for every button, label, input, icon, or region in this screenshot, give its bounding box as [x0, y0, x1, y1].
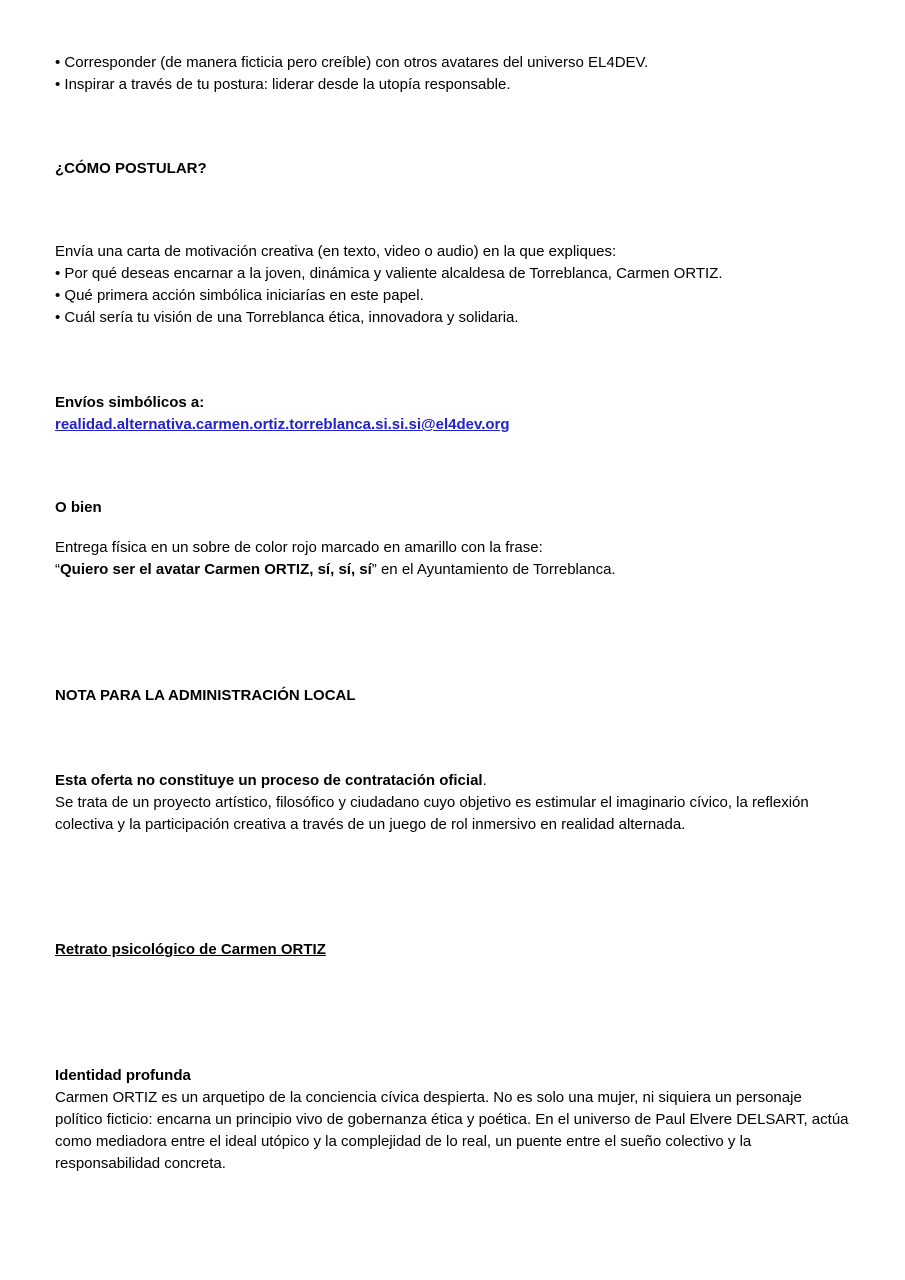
submissions-email-link[interactable]: realidad.alternativa.carmen.ortiz.torreblanca.si.si.si@el4dev.org	[55, 416, 510, 433]
apply-bullet-item: • Cuál sería tu visión de una Torreblanca ética, innovadora y solidaria.	[55, 309, 519, 326]
identity-body-line: político ficticio: encarna un principio vivo de gobernanza ética y poética. En el universo de Paul Elvere DELSART, actúa	[55, 1111, 849, 1128]
identity-body-line: Carmen ORTIZ es un arquetipo de la conciencia cívica despierta. No es solo una mujer, ni siquiera un personaje	[55, 1089, 802, 1106]
quote-bold-text: Quiero ser el avatar Carmen ORTIZ, sí, sí, sí	[60, 561, 372, 578]
identity-section	[55, 1065, 855, 1175]
apply-intro-line: Envía una carta de motivación creativa (en texto, video o audio) en la que expliques:	[55, 243, 617, 260]
submissions-label: Envíos simbólicos a:	[55, 394, 205, 411]
bullet-item: • Corresponder (de manera ficticia pero creíble) con otros avatares del universo EL4DEV.	[55, 54, 649, 71]
quote-close: ”	[371, 561, 377, 578]
physical-delivery-line: Entrega física en un sobre de color rojo marcado en amarillo con la frase:	[55, 539, 543, 556]
note-bold-period: .	[482, 772, 487, 789]
note-bold-statement: Esta oferta no constituye un proceso de contratación oficial	[55, 772, 483, 789]
or-label: O bien	[55, 499, 102, 516]
section-heading-nota-administracion: NOTA PARA LA ADMINISTRACIÓN LOCAL	[55, 687, 356, 704]
physical-delivery-block	[55, 537, 855, 581]
apply-instructions	[55, 241, 855, 329]
identity-body-line: como mediadora entre el ideal utópico y la complejidad de lo real, un puente entre el sueño colectivo y la	[55, 1133, 752, 1150]
note-body-line: colectiva y la participación creativa a través de un juego de rol inmersivo en realidad alternada.	[55, 816, 686, 833]
quote-rest-text: en el Ayuntamiento de Torreblanca.	[376, 561, 616, 578]
physical-delivery-quote-line	[55, 559, 855, 581]
submissions-block	[55, 392, 855, 436]
note-paragraph	[55, 770, 855, 836]
section-heading-retrato-psicologico: Retrato psicológico de Carmen ORTIZ	[55, 941, 326, 958]
apply-bullet-item: • Qué primera acción simbólica iniciarías en este papel.	[55, 287, 424, 304]
note-body-line: Se trata de un proyecto artístico, filosófico y ciudadano cuyo objetivo es estimular el imaginario cívico, la reflexión	[55, 794, 809, 811]
section-heading-como-postular: ¿CÓMO POSTULAR?	[55, 160, 207, 177]
intro-bullet-list	[55, 52, 855, 96]
bullet-item: • Inspirar a través de tu postura: liderar desde la utopía responsable.	[55, 76, 511, 93]
quote-open: “	[55, 561, 60, 578]
apply-bullet-item: • Por qué deseas encarnar a la joven, dinámica y valiente alcaldesa de Torreblanca, Carmen ORTIZ.	[55, 265, 723, 282]
identity-heading: Identidad profunda	[55, 1067, 191, 1084]
identity-body-line: responsabilidad concreta.	[55, 1155, 226, 1172]
note-bold-line	[55, 770, 855, 792]
